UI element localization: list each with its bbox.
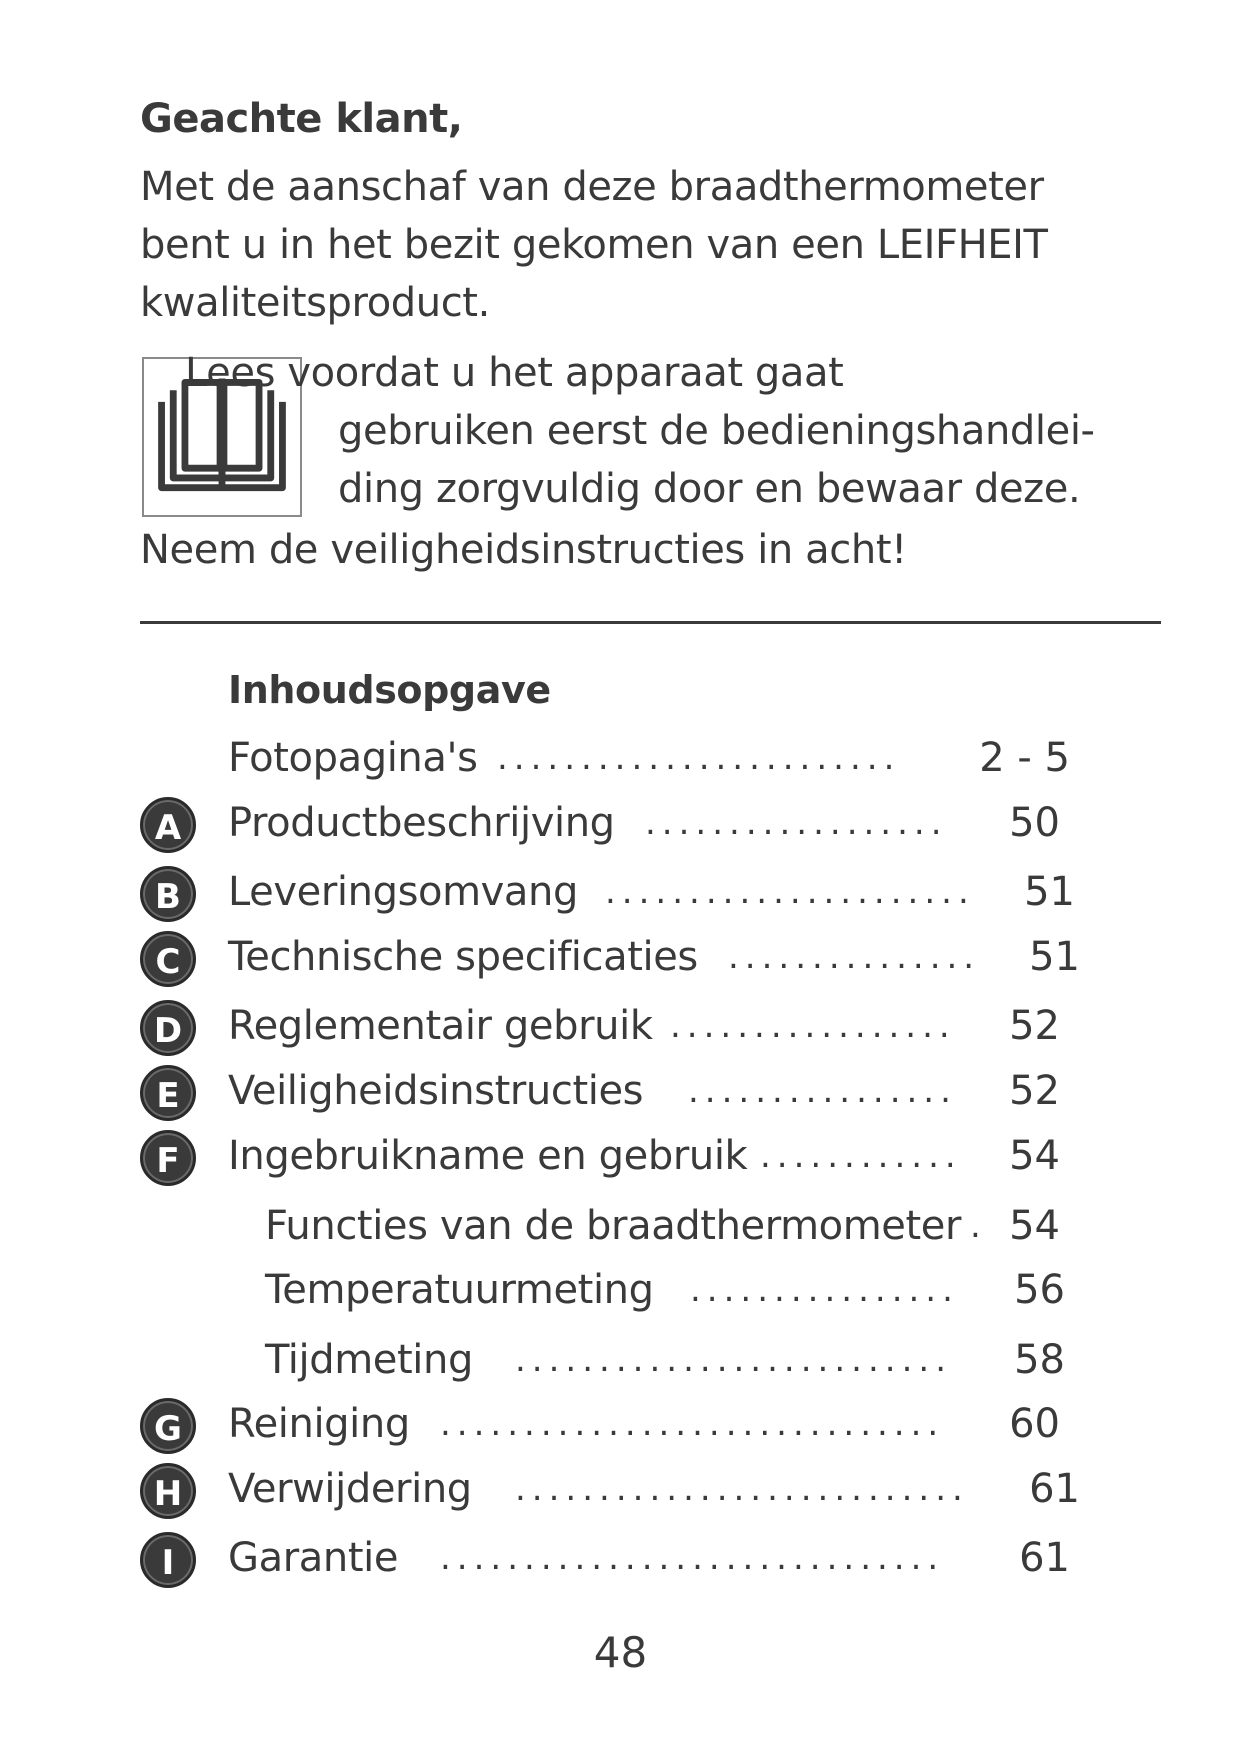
- toc-entry-label: Reiniging: [228, 1401, 410, 1447]
- toc-entry-label: Leveringsomvang: [228, 869, 578, 915]
- toc-page-number: 52: [1009, 1068, 1060, 1114]
- toc-section-badge: A: [140, 797, 196, 853]
- toc-leader-dots: .: [970, 1206, 987, 1246]
- toc-entry-label: Technische specificaties: [228, 934, 698, 980]
- toc-section-badge: H: [140, 1463, 196, 1519]
- toc-page-number: 61: [1019, 1535, 1070, 1581]
- toc-section-badge: G: [140, 1398, 196, 1454]
- toc-leader-dots: .................: [670, 1006, 956, 1046]
- toc-page-number: 56: [1014, 1267, 1065, 1313]
- page-number: 48: [593, 1628, 648, 1677]
- toc-leader-dots: ..........................: [515, 1340, 952, 1380]
- toc-entry-label: Garantie: [228, 1535, 399, 1581]
- intro-line: bent u in het bezit gekomen van een LEIFHEIT: [140, 222, 1048, 268]
- toc-entry: [140, 1128, 1140, 1184]
- toc-entry-label: Tijdmeting: [265, 1337, 473, 1383]
- toc-entry: [140, 795, 1140, 851]
- toc-section-badge: D: [140, 1000, 196, 1056]
- toc-entry: [140, 1262, 1140, 1318]
- toc-entry: [140, 864, 1140, 920]
- toc-leader-dots: ...........................: [515, 1469, 969, 1509]
- toc-leader-dots: ..................: [645, 803, 948, 843]
- read-first-line: Lees voordat u het apparaat gaat: [185, 350, 844, 396]
- toc-entry: [140, 1063, 1140, 1119]
- greeting-heading: Geachte klant,: [140, 96, 463, 142]
- toc-section-badge: E: [140, 1065, 196, 1121]
- toc-leader-dots: ...............: [728, 937, 981, 977]
- toc-leader-dots: ................: [690, 1270, 959, 1310]
- read-first-line: ding zorgvuldig door en bewaar deze.: [338, 466, 1081, 512]
- intro-paragraph: [140, 158, 1140, 332]
- toc-entry: [140, 1198, 1140, 1254]
- toc-page-number: 52: [1009, 1003, 1060, 1049]
- toc-title: Inhoudsopgave: [228, 668, 551, 712]
- section-divider: [140, 621, 1161, 624]
- intro-line: Met de aanschaf van deze braadthermometer: [140, 164, 1044, 210]
- toc-page-number: 51: [1024, 869, 1075, 915]
- toc-entry-label: Productbeschrijving: [228, 800, 615, 846]
- toc-entry: [140, 1332, 1140, 1388]
- safety-note: Neem de veiligheidsinstructies in acht!: [140, 527, 907, 573]
- toc-entry-label: Temperatuurmeting: [265, 1267, 654, 1313]
- toc-entry: [140, 1396, 1140, 1452]
- toc-leader-dots: ..............................: [440, 1404, 945, 1444]
- toc-page-number: 61: [1029, 1466, 1080, 1512]
- toc-page-number: 51: [1029, 934, 1080, 980]
- toc-entry: [140, 1461, 1140, 1517]
- toc-entry-label: Verwijdering: [228, 1466, 472, 1512]
- toc-page-number: 58: [1014, 1337, 1065, 1383]
- read-first-line: gebruiken eerst de bedieningshandlei-: [338, 408, 1095, 454]
- toc-entry: [140, 1530, 1140, 1586]
- toc-entry: [140, 998, 1140, 1054]
- toc-entry-label: Ingebruikname en gebruik: [228, 1133, 748, 1179]
- toc-leader-dots: ..............................: [440, 1538, 945, 1578]
- toc-entry-label: Veiligheidsinstructies: [228, 1068, 644, 1114]
- toc-leader-dots: ................: [688, 1071, 957, 1111]
- intro-line: kwaliteitsproduct.: [140, 280, 490, 326]
- toc-leader-dots: ........................: [497, 738, 901, 778]
- toc-section-badge: B: [140, 866, 196, 922]
- toc-page-number: 50: [1009, 800, 1060, 846]
- toc-page-number: 54: [1009, 1133, 1060, 1179]
- toc-leader-dots: ......................: [605, 872, 975, 912]
- toc-section-badge: C: [140, 931, 196, 987]
- toc-entry-label: Reglementair gebruik: [228, 1003, 653, 1049]
- toc-page-number: 2 - 5: [979, 735, 1070, 781]
- toc-section-badge: F: [140, 1130, 196, 1186]
- toc-page-number: 54: [1009, 1203, 1060, 1249]
- toc-entry-label: Fotopagina's: [228, 735, 478, 781]
- toc-section-badge: I: [140, 1532, 196, 1588]
- toc-entry: [140, 730, 1140, 786]
- toc-entry: [140, 929, 1140, 985]
- toc-entry-label: Functies van de braadthermometer: [265, 1203, 962, 1249]
- toc-leader-dots: ............: [760, 1136, 962, 1176]
- toc-page-number: 60: [1009, 1401, 1060, 1447]
